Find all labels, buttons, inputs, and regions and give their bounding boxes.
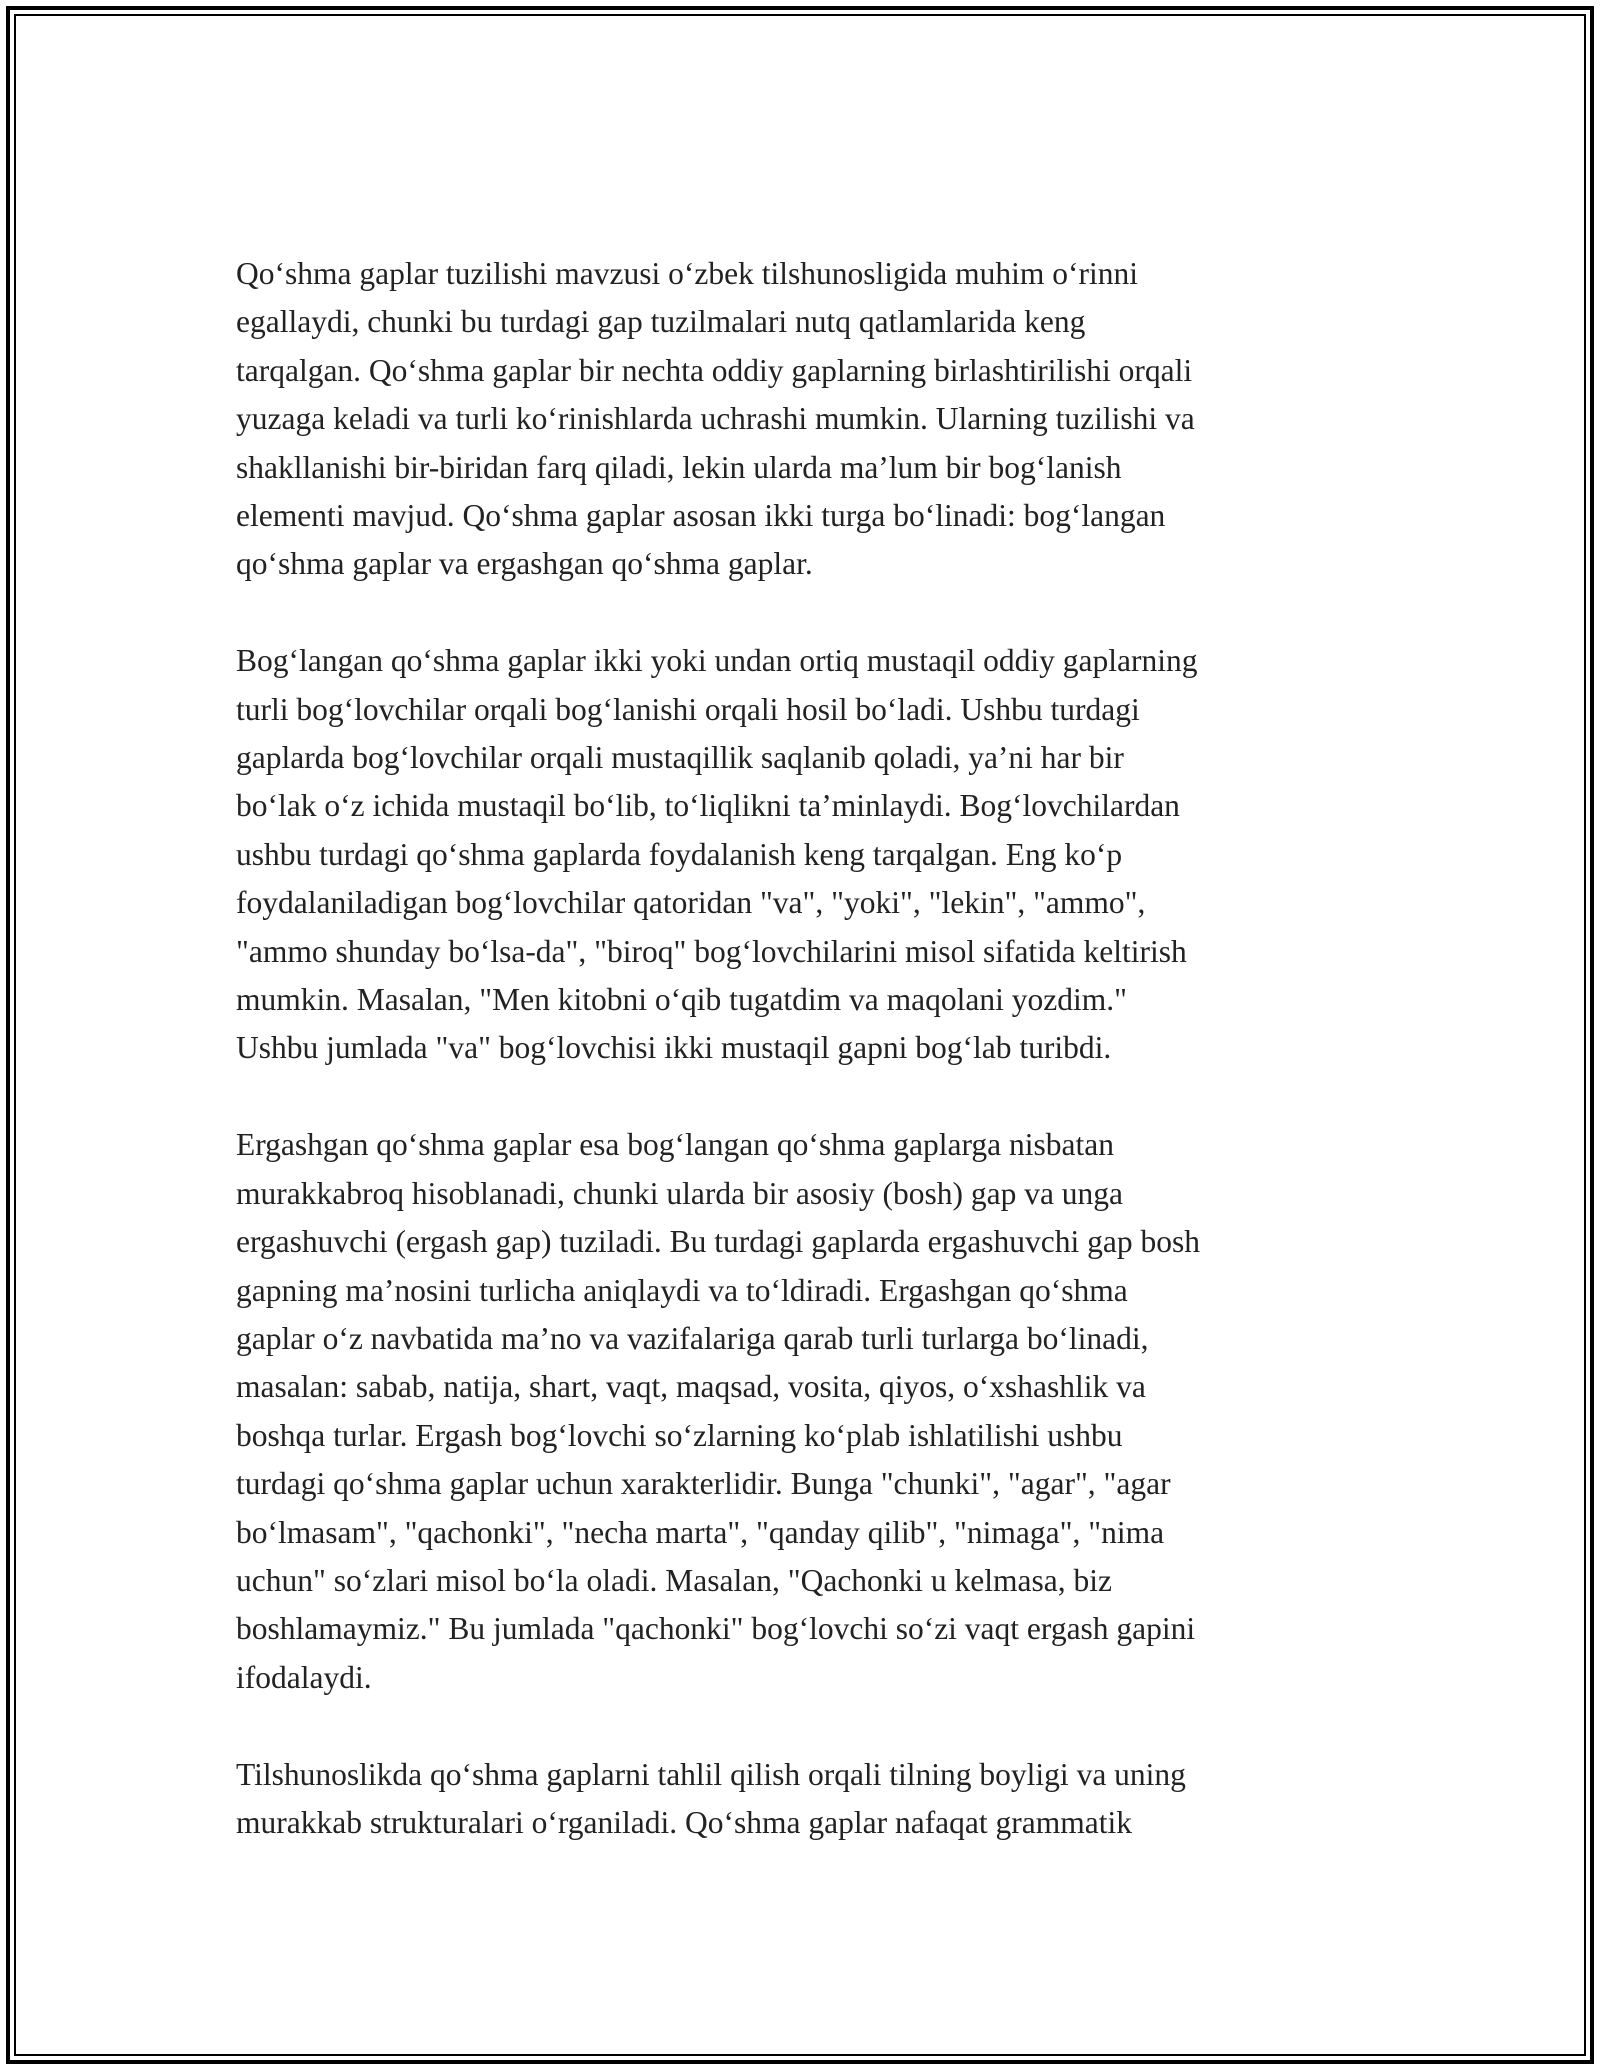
document-body [236, 250, 1366, 1896]
paragraph-subordinate-clauses: Ergashgan qo‘shma gaplar esa bog‘langan qo‘shma gaplarga nisbatan murakkabroq hisoblanadi, chunki ularda bir asosiy (bosh) gap va unga ergashuvchi (ergash gap) tuziladi. Bu turdagi gaplarda ergashuvchi gap bosh gapning ma’nosini turlicha aniqlaydi va to‘ldiradi. Ergashgan qo‘shma gaplar o‘z navbatida ma’no va vazifalariga qarab turli turlarga bo‘linadi, masalan: sabab, natija, shart, vaqt, maqsad, vosita, qiyos, o‘xshashlik va boshqa turlar. Ergash bog‘lovchi so‘zlarning ko‘plab ishlatilishi ushbu turdagi qo‘shma gaplar uchun xarakterlidir. Bunga "chunki", "agar", "agar bo‘lmasam", "qachonki", "necha marta", "qanday qilib", "nimaga", "nima uchun" so‘zlari misol bo‘la oladi. Masalan, "Qachonki u kelmasa, biz boshlamaymiz." Bu jumlada "qachonki" bog‘lovchi so‘zi vaqt ergash gapini ifodalaydi. [236, 1127, 1200, 1695]
paragraph-coordinate-clauses: Bog‘langan qo‘shma gaplar ikki yoki undan ortiq mustaqil oddiy gaplarning turli bog‘lovchilar orqali bog‘lanishi orqali hosil bo‘ladi. Ushbu turdagi gaplarda bog‘lovchilar orqali mustaqillik saqlanib qoladi, ya’ni har bir bo‘lak o‘z ichida mustaqil bo‘lib, to‘liqlikni ta’minlaydi. Bog‘lovchilardan ushbu turdagi qo‘shma gaplarda foydalanish keng tarqalgan. Eng ko‘p foydalaniladigan bog‘lovchilar qatoridan "va", "yoki", "lekin", "ammo", "ammo shunday bo‘lsa-da", "biroq" bog‘lovchilarini misol sifatida keltirish mumkin. Masalan, "Men kitobni o‘qib tugatdim va maqolani yozdim." Ushbu jumlada "va" bog‘lovchisi ikki mustaqil gapni bog‘lab turibdi. [236, 643, 1198, 1066]
paragraph-linguistic-analysis: Tilshunoslikda qo‘shma gaplarni tahlil qilish orqali tilning boyligi va uning murakkab strukturalari o‘rganiladi. Qo‘shma gaplar nafaqat grammatik [236, 1756, 1186, 1840]
paragraph-intro: Qo‘shma gaplar tuzilishi mavzusi o‘zbek tilshunosligida muhim o‘rinni egallaydi, chunki bu turdagi gap tuzilmalari nutq qatlamlarida keng tarqalgan. Qo‘shma gaplar bir nechta oddiy gaplarning birlashtirilishi orqali yuzaga keladi va turli ko‘rinishlarda uchrashi mumkin. Ularning tuzilishi va shakllanishi bir-biridan farq qiladi, lekin ularda ma’lum bir bog‘lanish elementi mavjud. Qo‘shma gaplar asosan ikki turga bo‘linadi: bog‘langan qo‘shma gaplar va ergashgan qo‘shma gaplar. [236, 256, 1195, 582]
